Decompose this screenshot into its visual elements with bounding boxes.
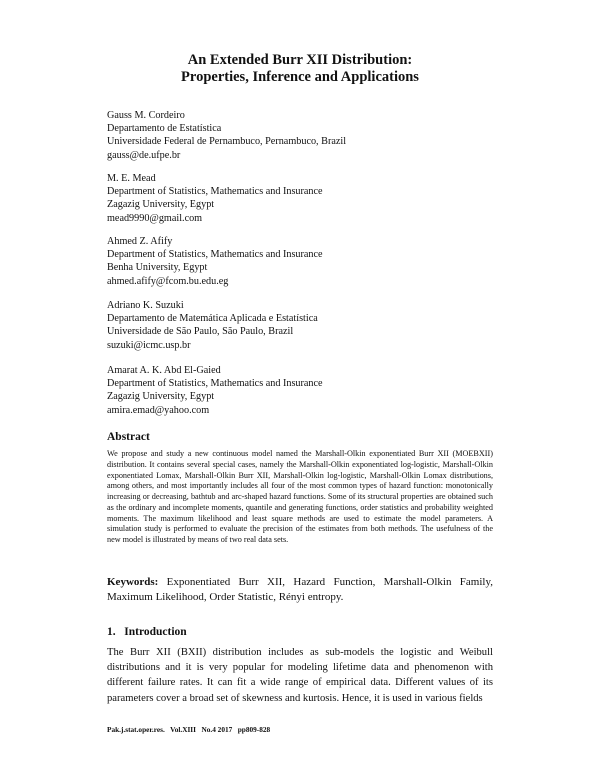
abstract-text: We propose and study a new continuous model named the Marshall-Olkin exponentiated Burr XII (MOEBXII) distribution. It contains several special cases, namely the Marshall-Olkin exponentiated log-logistic, Marshall-Olkin exponentiated Lomax, Marshall-Olkin Burr XII, Marshall-Olkin log-logistic, Marshall-Olkin Lomax distributions, among others, and most importantly includes all four of the most common types of hazard function: monotonically increasing or decreasing, bathtub and arc-shaped hazard functions. Some of its structural properties are obtained such as the ordinary and incomplete moments, quantile and generating functions, order statistics and probability weighted moments. The maximum likelihood and least square methods are used to estimate the model parameters. A simulation study is performed to evaluate the precision of the estimates from both methods. The usefulness of the new model is illustrated by means of two real data sets. (107, 449, 493, 544)
author-email: ahmed.afify@fcom.bu.edu.eg (107, 275, 229, 287)
author-department: Departamento de Estatística (107, 123, 222, 135)
author-department: Departamento de Matemática Aplicada e Estatística (107, 313, 318, 325)
author-name: Amarat A. K. Abd El-Gaied (107, 365, 221, 376)
keywords (107, 575, 493, 605)
author-name: Gauss M. Cordeiro (107, 110, 185, 121)
author-block (107, 299, 318, 352)
author-block (107, 235, 323, 288)
abstract-heading: Abstract (107, 431, 150, 443)
author-email: gauss@de.ufpe.br (107, 149, 181, 161)
author-email: amira.emad@yahoo.com (107, 404, 210, 416)
author-university: Zagazig University, Egypt (107, 199, 215, 211)
journal-footer: Pak.j.stat.oper.res. Vol.XIII No.4 2017 pp809-828 (107, 725, 271, 734)
introduction-text: The Burr XII (BXII) distribution includes as sub-models the logistic and Weibull distributions and it is very popular for modeling lifetime data and phenomenon with different failure rates. It can fit a wide range of empirical data. Different values of its parameters cover a broad set of skewness and kurtosis. Hence, it is used in various fields (107, 647, 493, 704)
author-university: Universidade Federal de Pernambuco, Pernambuco, Brazil (107, 136, 347, 148)
title-line-1: An Extended Burr XII Distribution: (187, 52, 413, 68)
author-name: M. E. Mead (107, 173, 156, 184)
author-university: Zagazig University, Egypt (107, 391, 215, 403)
author-block (107, 109, 346, 162)
author-department: Department of Statistics, Mathematics and Insurance (107, 186, 323, 198)
keywords-text: Exponentiated Burr XII, Hazard Function, Marshall-Olkin Family, Maximum Likelihood, Order Statistic, Rényi entropy. (107, 576, 494, 603)
author-email: suzuki@icmc.usp.br (107, 339, 191, 351)
author-university: Benha University, Egypt (107, 262, 208, 274)
author-email: mead9990@gmail.com (107, 212, 203, 224)
author-block (107, 172, 323, 225)
title-line-2: Properties, Inference and Applications (181, 69, 419, 85)
author-university: Universidade de São Paulo, São Paulo, Brazil (107, 326, 294, 338)
paper-title (0, 52, 600, 86)
introduction-heading: 1. Introduction (107, 626, 187, 638)
author-name: Adriano K. Suzuki (107, 300, 184, 311)
keywords-label: Keywords: (107, 576, 159, 588)
author-department: Department of Statistics, Mathematics and Insurance (107, 249, 323, 261)
author-block (107, 364, 323, 417)
author-department: Department of Statistics, Mathematics and Insurance (107, 378, 323, 390)
author-name: Ahmed Z. Afify (107, 236, 173, 247)
